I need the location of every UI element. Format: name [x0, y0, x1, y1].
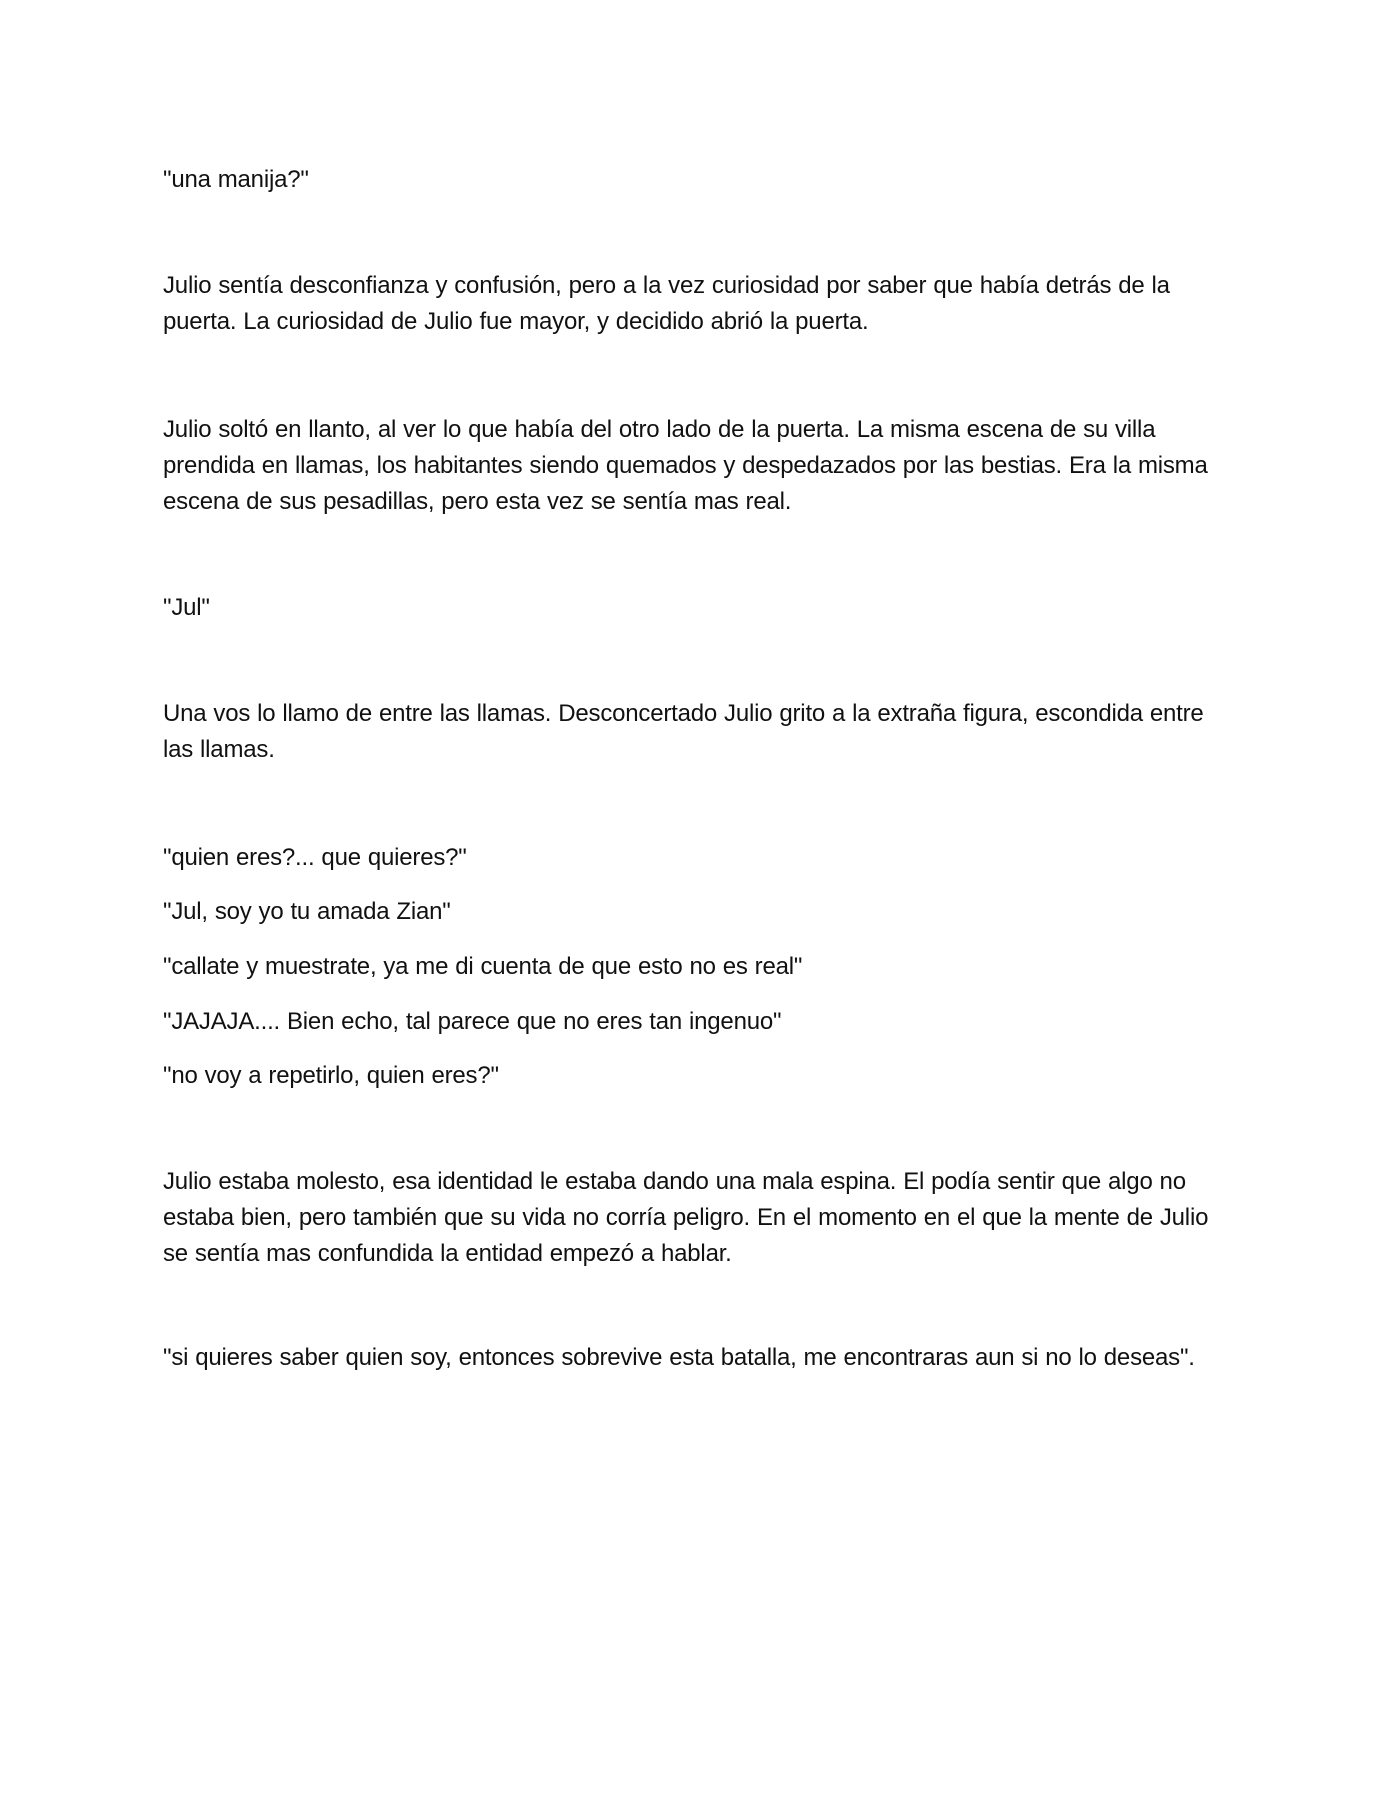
dialogue-line-5: "no voy a repetirlo, quien eres?" — [163, 1062, 499, 1089]
paragraph-5: Una vos lo llamo de entre las llamas. Desconcertado Julio grito a la extraña figura, escondida entre las llamas. — [163, 700, 1204, 763]
paragraph-1: "una manija?" — [163, 166, 309, 193]
dialogue-line-1: "quien eres?... que quieres?" — [163, 844, 467, 871]
dialogue-line-2: "Jul, soy yo tu amada Zian" — [163, 898, 451, 925]
paragraph-3: Julio soltó en llanto, al ver lo que había del otro lado de la puerta. La misma escena de su villa prendida en llamas, los habitantes siendo quemados y despedazados por las bestias. Era la misma escena de sus pesadillas, pero esta vez se sentía mas real. — [163, 416, 1208, 515]
paragraph-6: Julio estaba molesto, esa identidad le estaba dando una mala espina. El podía sentir que algo no estaba bien, pero también que su vida no corría peligro. En el momento en el que la mente de Julio se sentía mas confundida la entidad empezó a hablar. — [163, 1168, 1209, 1267]
paragraph-4: "Jul" — [163, 594, 210, 621]
dialogue-line-4: "JAJAJA.... Bien echo, tal parece que no eres tan ingenuo" — [163, 1008, 782, 1035]
dialogue-line-3: "callate y muestrate, ya me di cuenta de que esto no es real" — [163, 953, 803, 980]
paragraph-7: "si quieres saber quien soy, entonces sobrevive esta batalla, me encontraras aun si no lo deseas". — [163, 1344, 1195, 1371]
paragraph-2: Julio sentía desconfianza y confusión, pero a la vez curiosidad por saber que había detrás de la puerta. La curiosidad de Julio fue mayor, y decidido abrió la puerta. — [163, 272, 1170, 335]
